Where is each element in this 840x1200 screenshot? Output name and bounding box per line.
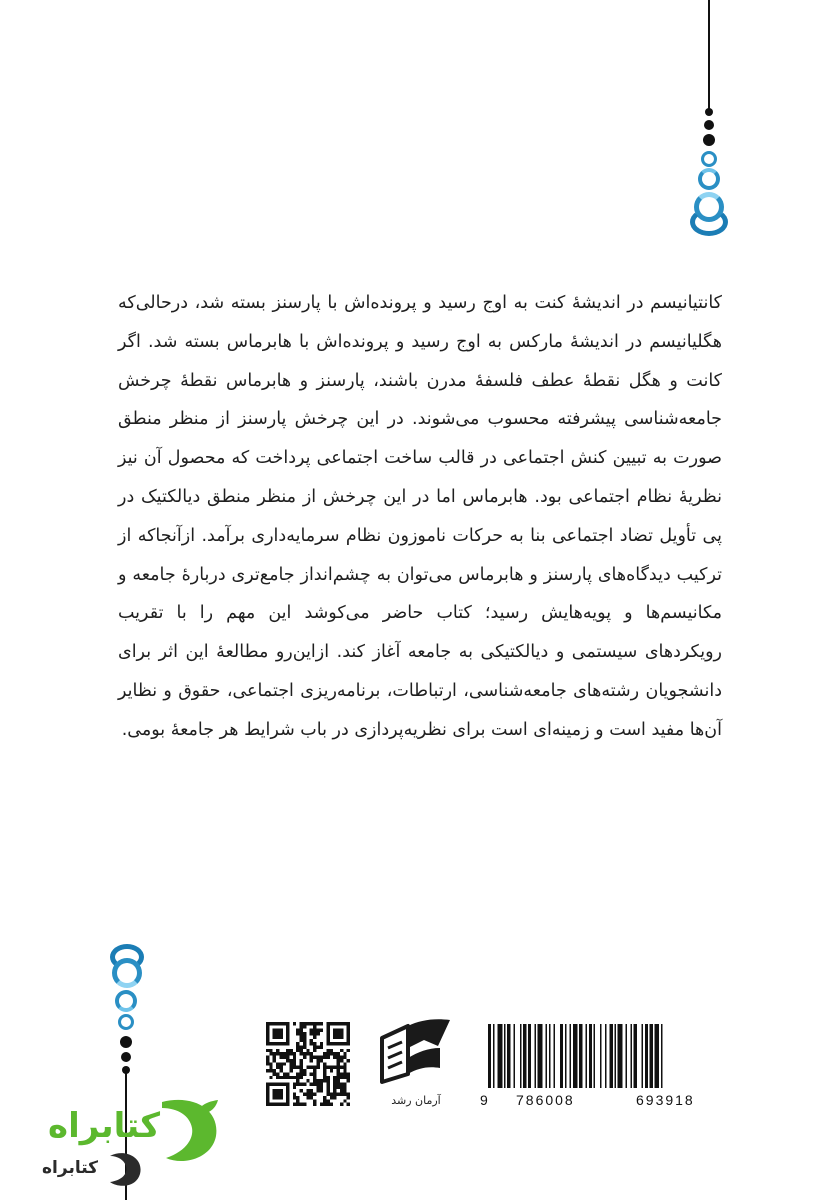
bottom-ornament-dot: [121, 1052, 131, 1062]
bottom-ornament-ring: [112, 958, 142, 988]
bottom-ornament-ring: [115, 990, 137, 1012]
back-cover-blurb: کانتیانیسم در اندیشهٔ کنت به اوج رسید و پرونده‌اش با پارسنز بسته شد، درحالی‌که هگلیانیسم در اندیشهٔ مارکس به اوج رسید و پرونده‌اش با هابرماس بسته شد. اگر کانت و هگل نقطهٔ عطف فلسفهٔ مدرن باشند، پارسنز و هابرماس نقطهٔ چرخش جامعه‌شناسی پیشرفته محسوب می‌شوند. در این چرخش پارسنز از منظر منطق صورت به تبیین کنش اجتماعی در قالب ساخت اجتماعی پرداخت که محصول آن نیز نظریهٔ نظام اجتماعی بود. هابرماس اما در این چرخش از منظر منطق دیالکتیک در پی تأویل تضاد اجتماعی بنا به حرکات ناموزون نظام سرمایه‌داری برآمد. ازآنجاکه از ترکیب دیدگاه‌های پارسنز و هابرماس می‌توان به چشم‌انداز جامع‌تری دربارهٔ جامعه و مکانیسم‌ها و پویه‌هایش رسید؛ کتاب حاضر می‌کوشد این مهم را با تقریب رویکردهای سیستمی و دیالکتیکی به جامعه آغاز کند. ازاین‌رو مطالعهٔ این اثر برای دانشجویان رشته‌های جامعه‌شناسی، ارتباطات، برنامه‌ریزی اجتماعی، حقوق و نظایر آن‌ها مفید است و زمینه‌ای است برای نظریه‌پردازی در باب شرایط هر جامعهٔ بومی.: [118, 293, 722, 740]
bottom-ornament-ring: [118, 1014, 134, 1030]
barcode-digit-prefix: 9: [480, 1092, 488, 1108]
qr-code-icon: [266, 1022, 350, 1106]
top-ornament-dot: [705, 108, 713, 116]
publisher-name: آرمان رشد: [391, 1094, 441, 1107]
barcode-digits-group2: 693918: [636, 1092, 695, 1108]
isbn-barcode: [480, 1024, 748, 1106]
watermark-secondary: [42, 1144, 142, 1194]
top-ornament-ring: [698, 168, 720, 190]
top-ornament-line: [708, 0, 710, 110]
publisher-book-logo-icon: [368, 1018, 464, 1086]
top-ornament-ring: [690, 208, 728, 236]
top-ornament-dot: [704, 120, 714, 130]
top-ornament-dot: [703, 134, 715, 146]
ketabrah-logo-dark-icon: [104, 1148, 144, 1188]
barcode-digits-group1: 786008: [516, 1092, 575, 1108]
bottom-ornament-dot: [120, 1036, 132, 1048]
top-ornament-ring: [701, 151, 717, 167]
barcode-bars: [480, 1024, 748, 1088]
watermark-primary-text: کتابراه: [48, 1106, 161, 1146]
publisher-logo: [368, 1018, 464, 1110]
watermark-secondary-text: کتابراه: [42, 1158, 99, 1178]
